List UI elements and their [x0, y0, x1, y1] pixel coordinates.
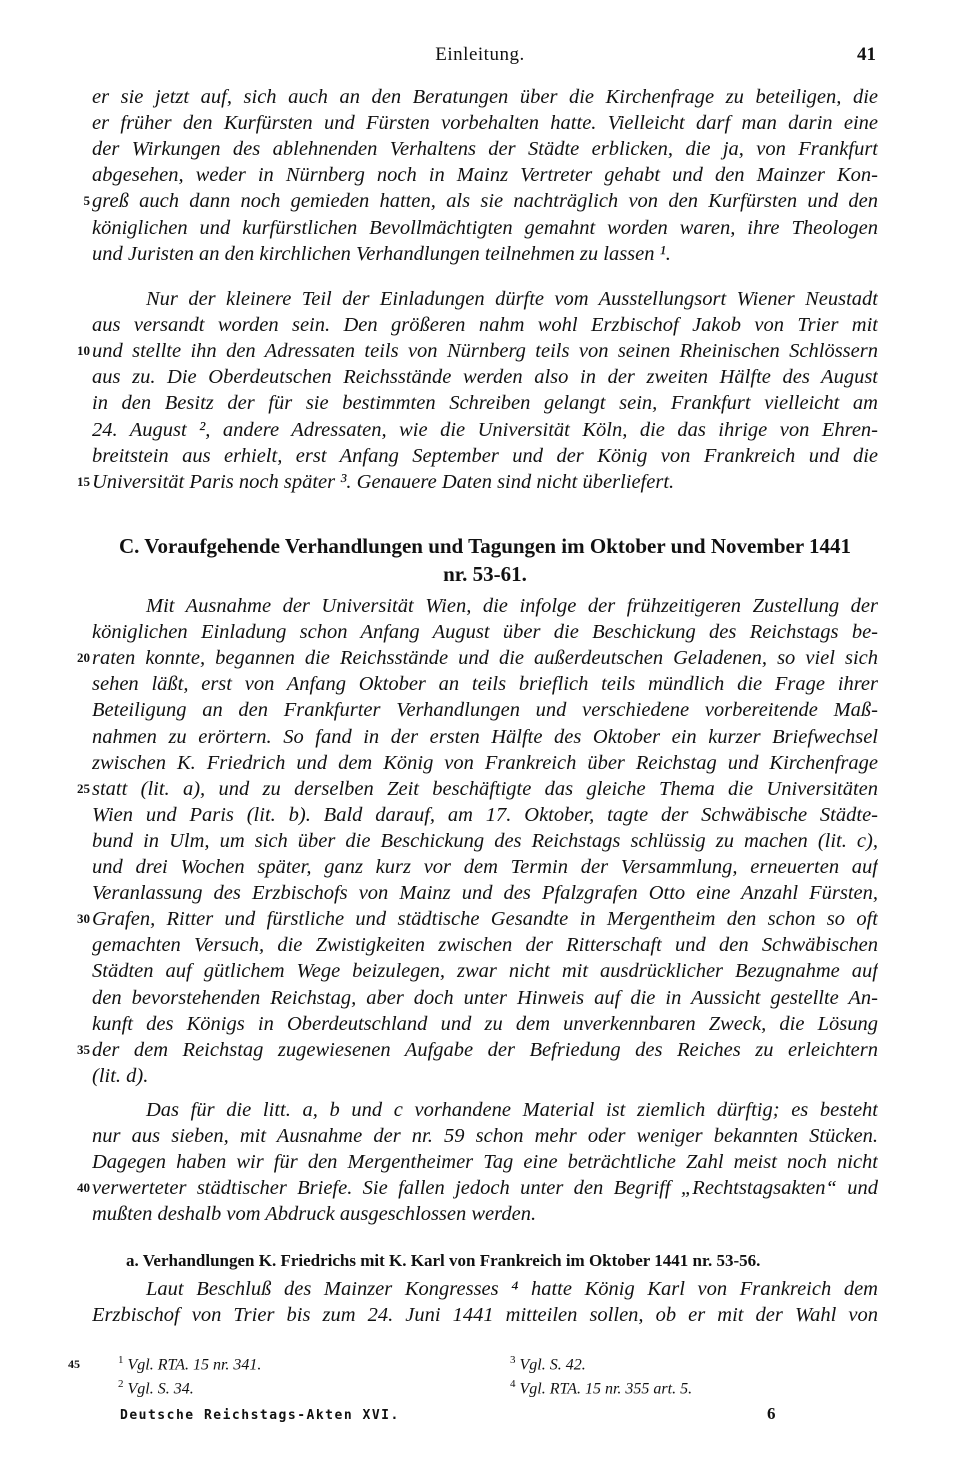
text-line: Grafen, Ritter und fürstliche und städtische Gesandte in Mergentheim den schon so oft — [92, 908, 878, 931]
line-number: 35 — [77, 1041, 90, 1057]
text-line: 24. August ², andere Adressaten, wie die Universität Köln, die das ihrige von Ehren- — [92, 418, 878, 441]
text-line: kunft des Königs in Oberdeutschland und zu dem unverkennbaren Zweck, die Lösung — [92, 1012, 878, 1035]
text-line: Wien und Paris (lit. b). Bald darauf, am 17. Oktober, tagte der Schwäbische Städte- — [92, 803, 878, 826]
text-line: in den Besitz der für sie bestimmten Schreiben gelangt sein, Frankfurt vielleicht am — [92, 392, 878, 415]
text-line: er früher den Kurfürsten und Fürsten vorbehalten hatte. Vielleicht darf man darin eine — [92, 112, 878, 135]
line-number: 20 — [77, 650, 90, 666]
footnote-3: $^3$ Vgl. S. 42. — [510, 1354, 586, 1374]
sheet-number: 6 — [767, 1404, 776, 1423]
text-line: königlichen und kurfürstlichen Bevollmächtigten gemahnt worden waren, ihre Theologen — [92, 216, 878, 239]
text-line: mußten deshalb vom Abdruck ausgeschlossen werden. — [92, 1203, 537, 1226]
text-line: (lit. d). — [92, 1064, 149, 1087]
text-line: Städten auf gütlichem Wege beizulegen, zwar nicht mit ausdrücklicher Bezugnahme auf — [92, 960, 878, 983]
line-number: 40 — [77, 1180, 90, 1196]
text-line: statt (lit. a), und zu derselben Zeit beschäftigte das gleiche Thema die Universitäten — [92, 777, 878, 800]
running-head-title: Einleitung. — [435, 44, 525, 65]
footnote-2: $^2$ Vgl. S. 34. — [118, 1378, 194, 1398]
text-line: aus zu. Die Oberdeutschen Reichsstände werden also in der zweiten Hälfte des August — [92, 366, 878, 389]
line-number: 10 — [77, 343, 90, 359]
text-line: breitstein aus erhielt, erst Anfang September und der König von Frankreich und die — [92, 444, 878, 467]
text-line: Erzbischof von Trier bis zum 24. Juni 1441 mitteilen sollen, ob er mit der Wahl von — [92, 1304, 878, 1327]
text-line: er sie jetzt auf, sich auch an den Beratungen über die Kirchenfrage zu beteiligen, die — [92, 86, 878, 108]
line-number: 25 — [77, 780, 90, 796]
text-line: Dagegen haben wir für den Mergentheimer Tag eine beträchtliche Zahl meist noch nicht — [92, 1151, 878, 1174]
text-line: und drei Wochen später, ganz kurz vor dem Termin der Versammlung, erneuerten auf — [92, 856, 878, 878]
text-line: Nur der kleinere Teil der Einladungen dürfte vom Ausstellungsort Wiener Neustadt — [146, 288, 878, 310]
text-line: den bevorstehenden Reichstag, aber doch unter Hinweis auf die in Aussicht gestellte An- — [92, 986, 878, 1009]
line-number: 5 — [83, 193, 90, 209]
running-head — [0, 44, 960, 68]
text-line: abgesehen, weder in Nürnberg noch in Mainz Vertreter gehabt und den Mainzer Kon- — [92, 164, 878, 187]
footnote-line-number: 45 — [68, 1357, 80, 1371]
text-line: der dem Reichstag zugewiesenen Aufgabe der Befriedung des Reiches zu erleichtern — [92, 1038, 878, 1061]
text-line: und Juristen an den kirchlichen Verhandlungen teilnehmen zu lassen ¹. — [92, 242, 671, 265]
line-number: 15 — [77, 473, 90, 489]
text-line: zwischen K. Friedrich und dem König von Frankreich über Reichstag und Kirchenfrage — [92, 751, 878, 774]
text-line: Laut Beschluß des Mainzer Kongresses ⁴ hatte König Karl von Frankreich dem — [146, 1278, 878, 1300]
section-heading-line: nr. 53-61. — [443, 562, 527, 586]
text-line: königlichen Einladung schon Anfang August über die Beschickung des Reichstags be- — [92, 621, 878, 644]
footnote-1: $^1$ Vgl. RTA. 15 nr. 341. — [118, 1354, 262, 1374]
text-line: Das für die litt. a, b und c vorhandene Material ist ziemlich dürftig; es besteht — [146, 1099, 878, 1121]
text-line: gemachten Versuch, die Zwistigkeiten zwischen der Ritterschaft und den Schwäbischen — [92, 934, 878, 957]
text-line: sehen läßt, erst von Anfang Oktober an teils brieflich teils mündlich die Frage ihrer — [92, 673, 878, 696]
text-line: der Wirkungen des ablehnenden Verhaltens der Städte erblicken, die ja, von Frankfurt — [92, 138, 878, 161]
text-line: greß auch dann noch gemieden hatten, als sie nachträglich von den Kurfürsten und den — [92, 190, 878, 213]
text-line: und stellte ihn den Adressaten teils von Nürnberg teils von seinen Rheinischen Schlössern — [92, 340, 878, 363]
text-line: Veranlassung des Erzbischofs von Mainz und des Pfalzgrafen Otto eine Anzahl Fürsten, — [92, 882, 878, 905]
text-line: Mit Ausnahme der Universität Wien, die infolge der frühzeitigeren Zustellung der — [146, 595, 878, 617]
text-line: Beteiligung an den Frankfurter Verhandlungen und verschiedene vorbereitende Maß- — [92, 699, 878, 722]
page-number: 41 — [857, 44, 876, 65]
line-number: 30 — [77, 911, 90, 927]
footnote-4: $^4$ Vgl. RTA. 15 nr. 355 art. 5. — [510, 1378, 693, 1398]
section-heading-line: C. Voraufgehende Verhandlungen und Tagungen im Oktober und November 1441 — [118, 534, 852, 558]
subsection-heading: a. Verhandlungen K. Friedrichs mit K. Karl von Frankreich im Oktober 1441 nr. 53-56. — [126, 1251, 761, 1270]
text-line: raten konnte, begannen die Reichsstände und die außerdeutschen Geladenen, so viel sich — [92, 647, 878, 670]
signature-line: Deutsche Reichstags-Akten XVI. — [120, 1408, 400, 1423]
text-line: Universität Paris noch später ³. Genauere Daten sind nicht überliefert. — [92, 470, 675, 493]
text-line: nahmen zu erörtern. So fand in der ersten Hälfte des Oktober ein kurzer Briefwechsel — [92, 725, 878, 748]
text-line: bund in Ulm, um sich über die Beschickung des Reichstags schlüssig zu machen (lit. c), — [92, 829, 878, 852]
text-line: aus versandt worden sein. Den größeren nahm wohl Erzbischof Jakob von Trier mit — [92, 314, 878, 337]
text-line: nur aus sieben, mit Ausnahme der nr. 59 schon mehr oder weniger bekannten Stücken. — [92, 1125, 878, 1148]
text-line: verwerteter städtischer Briefe. Sie fallen jedoch unter den Begriff „Rechtstagsakten“ und — [92, 1177, 878, 1200]
